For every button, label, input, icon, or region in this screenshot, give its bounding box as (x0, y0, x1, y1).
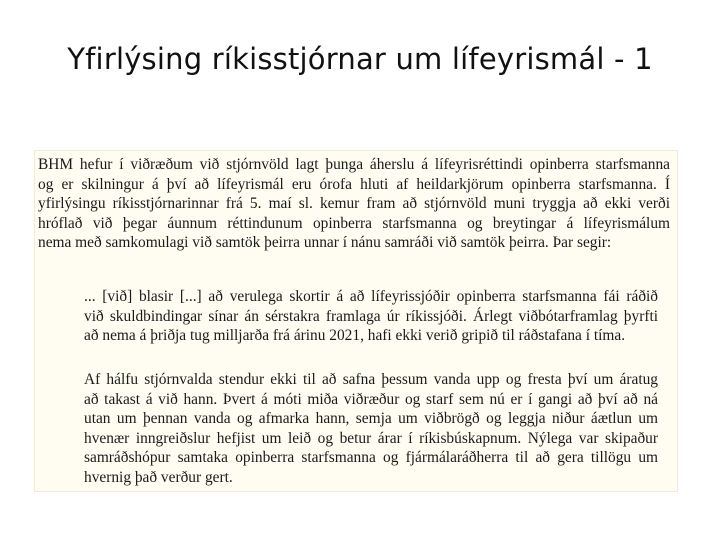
text-line: BHM hefur í viðræðum við stjórnvöld lagt þunga áherslu á lífeyrisréttindi opinberra starfsmanna (38, 156, 670, 173)
text-line: hvenær inngreiðslur hefjist um leið og betur árar í ríkisbúskapnum. Nýlega var skipaður (84, 429, 658, 447)
text-line: Af hálfu stjórnvalda stendur ekki til að safna þessum vanda upp og fresta því um áratug (84, 371, 658, 388)
slide-title: Yfirlýsing ríkisstjórnar um lífeyrismál - 1 (67, 42, 653, 76)
text-line: við skuldbindingar sínar án sérstakra framlaga úr ríkissjóði. Árlegt viðbótarframlag þyrfti (84, 307, 658, 325)
text-line: að takast á við hann. Þvert á móti miða viðræður og starf sem nú er í gangi að því að ná (84, 390, 658, 408)
quote-paragraph-1 (84, 287, 658, 346)
text-line: ... [við] blasir [...] að verulega skortir á að lífeyrissjóðir opinberra starfsmanna fái ráðið (84, 288, 658, 305)
intro-paragraph (38, 155, 670, 253)
text-line: hróflað við þegar áunnum réttindunum opinberra starfsmanna og breytingar á lífeyrismálum (38, 214, 670, 232)
text-line: nema með samkomulagi við samtök þeirra unnar í nánu samráði við samtök þeirra. Þar segir: (38, 234, 612, 251)
text-line: og er skilningur á því að lífeyrismál eru órofa hluti af heildarkjörum opinberra starfsmanna. Í (38, 175, 670, 193)
text-line: að nema á þriðja tug milljarða frá árinu 2021, hafi ekki verið gripið til ráðstafana í tíma. (84, 327, 626, 344)
text-line: utan um þennan vanda og afmarka hann, semja um viðbrögð og leggja niður áætlun um (84, 410, 658, 427)
scanned-document (34, 150, 678, 492)
quote-paragraph-2 (84, 370, 658, 487)
text-line: samráðshópur samtaka opinberra starfsmanna og fjármálaráðherra til að gera tillögu um (84, 449, 658, 466)
text-line: yfirlýsingu ríkisstjórnarinnar frá 5. maí sl. kemur fram að stjórnvöld muni tryggja að ekki verði (38, 195, 670, 212)
text-line: hvernig það verður gert. (84, 468, 233, 486)
